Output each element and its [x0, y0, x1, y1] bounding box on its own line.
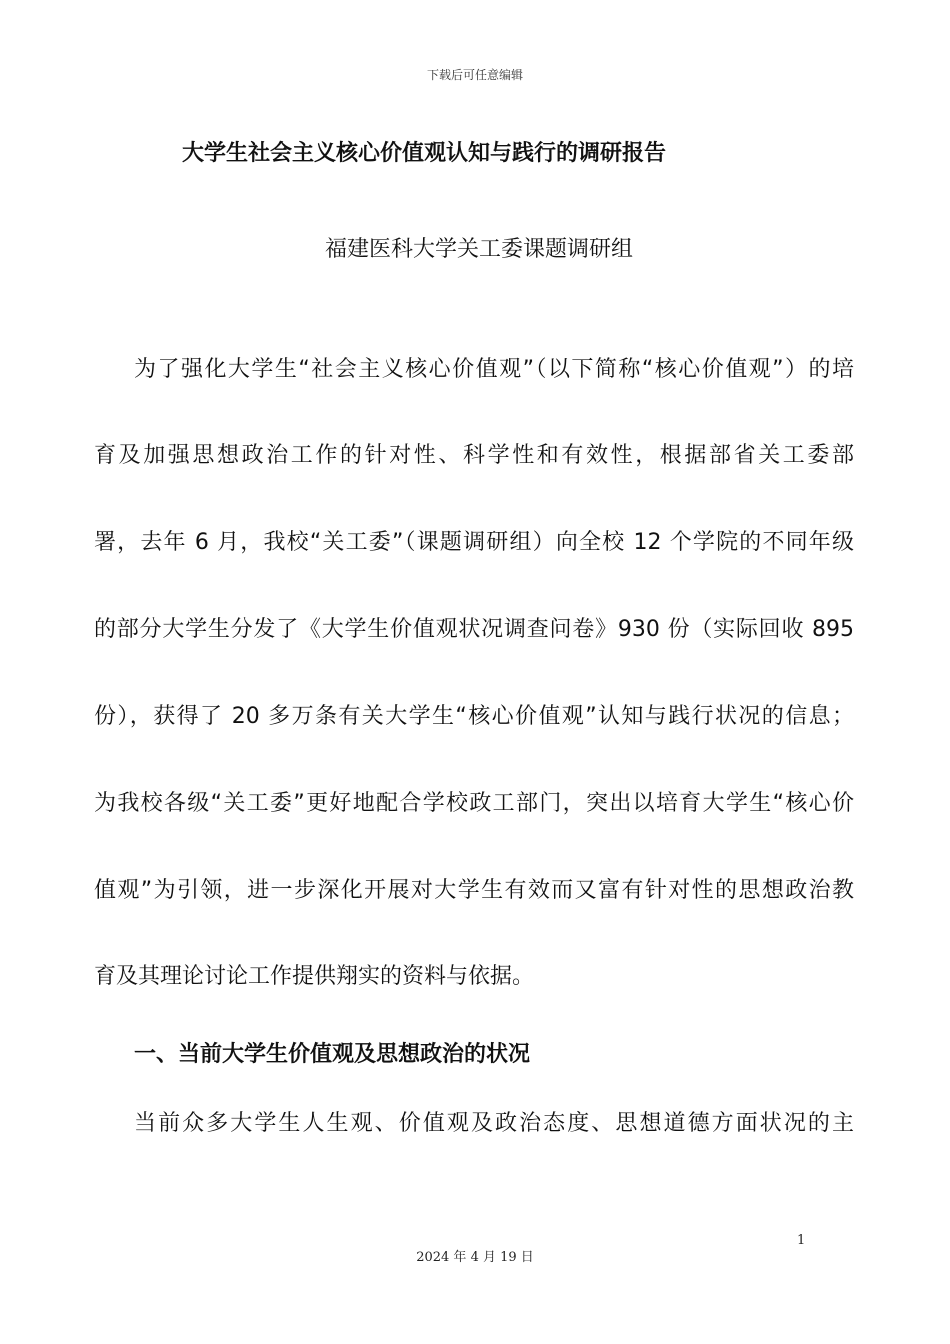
- paragraph-line: 值观”为引领，进一步深化开展对大学生有效而又富有针对性的思想政治教: [94, 878, 854, 903]
- paragraph-line: 为我校各级“关工委”更好地配合学校政工部门，突出以培育大学生“核心价: [94, 791, 854, 816]
- document-title: 大学生社会主义核心价值观认知与践行的调研报告: [182, 141, 667, 166]
- paragraph-line: 育及其理论讨论工作提供翔实的资料与依据。: [94, 964, 535, 989]
- footer-date: 2024 年 4 月 19 日: [416, 1250, 534, 1265]
- document-subtitle: 福建医科大学关工委课题调研组: [324, 237, 633, 262]
- header-note: 下载后可任意编辑: [426, 68, 523, 82]
- section-heading: 一、当前大学生价值观及思想政治的状况: [134, 1042, 531, 1067]
- paragraph-line: 育及加强思想政治工作的针对性、科学性和有效性，根据部省关工委部: [94, 443, 854, 468]
- paragraph-line: 当前众多大学生人生观、价值观及政治态度、思想道德方面状况的主: [134, 1111, 854, 1136]
- paragraph-line: 份），获得了 20 多万条有关大学生“核心价值观”认知与践行状况的信息；: [94, 704, 854, 729]
- page-number: 1: [797, 1233, 806, 1248]
- paragraph-line: 署，去年 6 月，我校“关工委”（课题调研组）向全校 12 个学院的不同年级: [94, 530, 854, 555]
- paragraph-line: 为了强化大学生“社会主义核心价值观”（以下简称“核心价值观”）的培: [134, 357, 854, 382]
- paragraph-line: 的部分大学生分发了《大学生价值观状况调查问卷》930 份（实际回收 895: [94, 617, 854, 642]
